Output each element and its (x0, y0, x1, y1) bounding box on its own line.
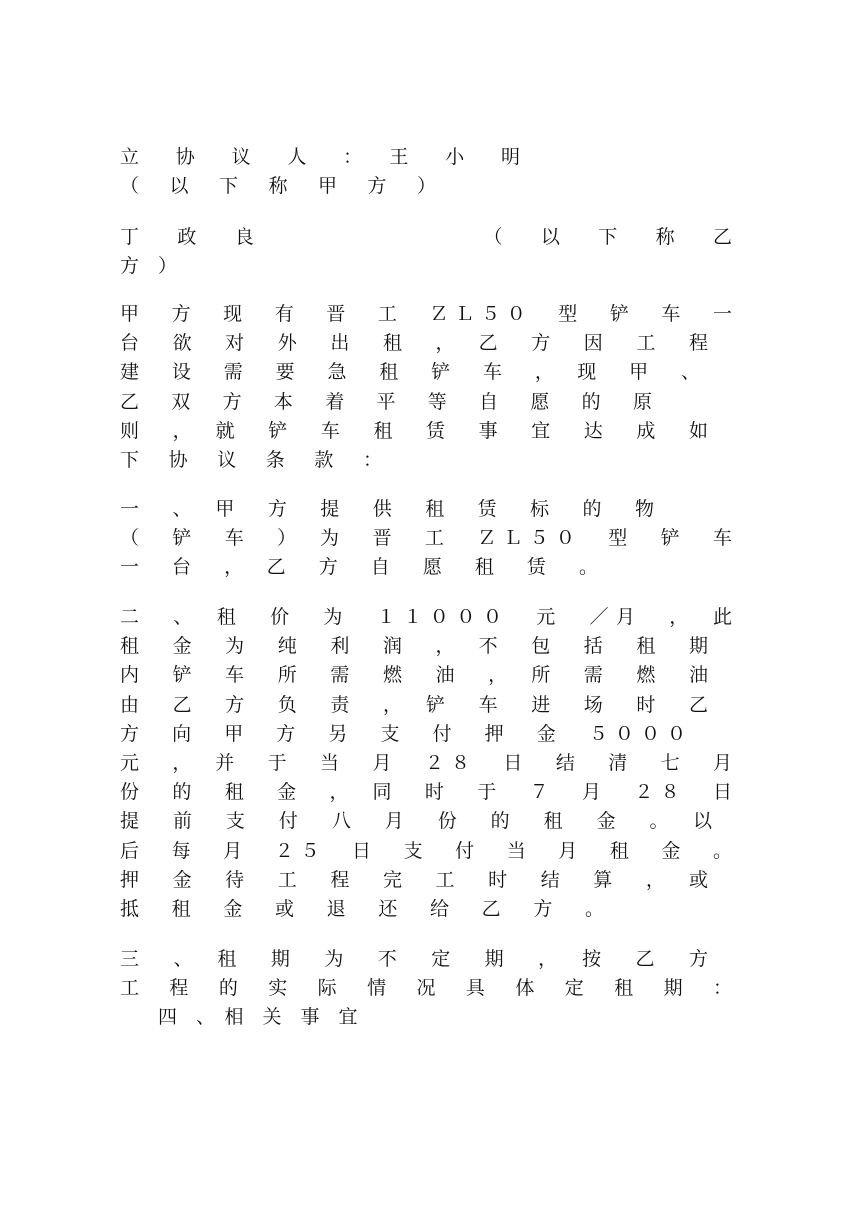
text-line: 抵 租 金 或 退 还 给 乙 方 。 (120, 897, 604, 920)
text-line: 一 台 ， 乙 方 自 愿 租 赁 。 (120, 556, 598, 579)
text-line: 甲 方 现 有 晋 工 ＺＬ５０ 型 铲 车 一 (120, 303, 732, 325)
text-line: 四 、 相 关 事 宜 (120, 1006, 358, 1029)
text-line: 下 协 议 条 款 ： (120, 448, 382, 471)
text-line: 方 向 甲 方 另 支 付 押 金 ５０００ (120, 722, 686, 745)
text-line: 租 金 为 纯 利 润 ， 不 包 括 租 期 (120, 635, 708, 658)
text-line: 三 、 租 期 为 不 定 期 ， 按 乙 方 (120, 948, 708, 970)
text-line: 立 协 议 人 ： 王 小 明 (120, 146, 520, 168)
text-line: 元 ， 并 于 当 月 ２８ 日 结 清 七 月 (120, 751, 732, 774)
clause-1-paragraph (120, 495, 732, 583)
party-b-paragraph (120, 223, 732, 281)
text-line: 工 程 的 实 际 情 况 具 体 定 租 期 ： (120, 977, 732, 1000)
text-line: 份 的 租 金 ， 同 时 于 ７ 月 ２８ 日 (120, 781, 732, 804)
text-line: 台 欲 对 外 出 租 ， 乙 方 因 工 程 (120, 332, 708, 355)
text-line: 丁 政 良 （ 以 下 称 乙 (120, 226, 732, 248)
text-line: 建 设 需 要 急 租 铲 车 ， 现 甲 、 (120, 361, 700, 384)
text-line: 一 、 甲 方 提 供 租 赁 标 的 物 (120, 498, 654, 520)
text-line: 提 前 支 付 八 月 份 的 租 金 。 以 (120, 810, 712, 833)
text-line: 押 金 待 工 程 完 工 时 结 算 ， 或 (120, 868, 708, 891)
preamble-paragraph (120, 300, 732, 475)
text-line: 二 、 租 价 为 １１０００ 元 ／月 ， 此 (120, 606, 732, 628)
clause-3-paragraph (120, 945, 732, 1033)
text-line: 方 ） (120, 255, 178, 278)
text-line: （ 铲 车 ） 为 晋 工 ＺＬ５０ 型 铲 车 (120, 527, 732, 550)
text-line: 内 铲 车 所 需 燃 油 ， 所 需 燃 油 (120, 664, 708, 687)
text-line: 由 乙 方 负 责 ， 铲 车 进 场 时 乙 (120, 693, 708, 716)
text-line: 则 ， 就 铲 车 租 赁 事 宜 达 成 如 (120, 419, 708, 442)
party-a-paragraph (120, 143, 732, 201)
text-line: （ 以 下 称 甲 方 ） (120, 175, 436, 198)
clause-2-paragraph (120, 603, 732, 924)
text-line: 后 每 月 ２５ 日 支 付 当 月 租 金 。 (120, 839, 732, 862)
text-line: 乙 双 方 本 着 平 等 自 愿 的 原 (120, 390, 652, 413)
